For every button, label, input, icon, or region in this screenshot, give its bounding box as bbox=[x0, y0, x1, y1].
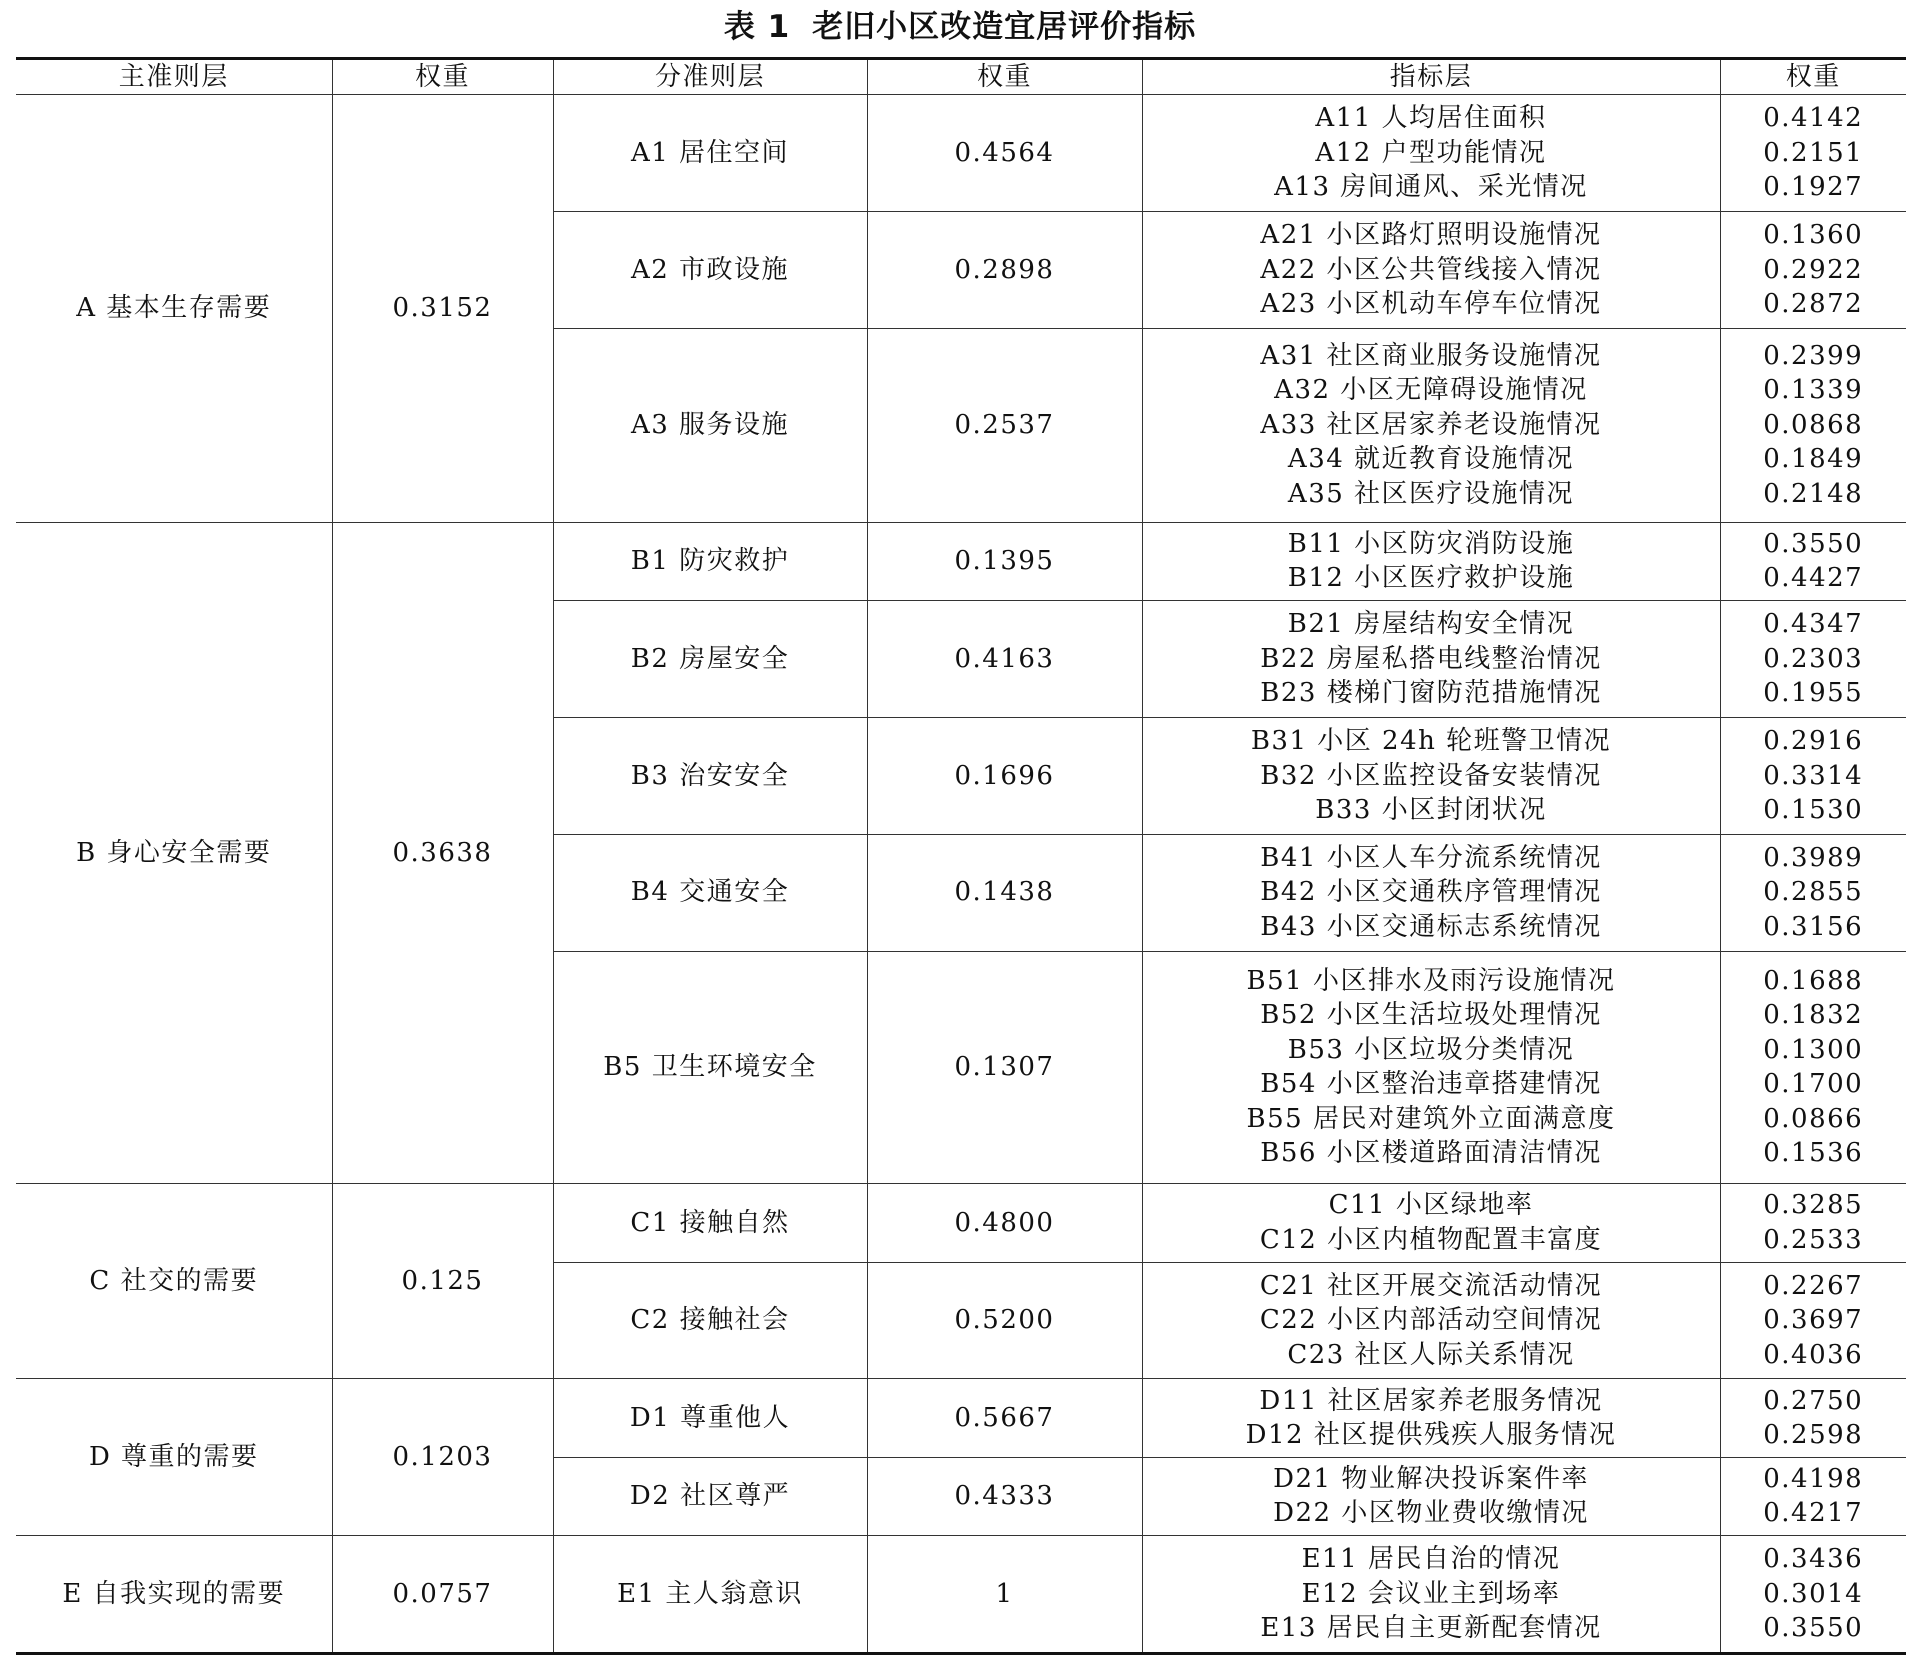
indicator-weight: 0.2533 bbox=[1763, 1224, 1864, 1255]
sub-weight-cell: 0.1438 bbox=[867, 834, 1142, 951]
sub-weight-cell: 0.1395 bbox=[867, 522, 1142, 600]
header-indicator: 指标层 bbox=[1142, 59, 1720, 95]
sub-weight-cell: 1 bbox=[867, 1535, 1142, 1653]
indicator-name: B53 小区垃圾分类情况 bbox=[1287, 1034, 1575, 1065]
indicator-weight: 0.3550 bbox=[1763, 528, 1864, 559]
indicator-weight-cell bbox=[1720, 717, 1906, 834]
indicator-weight: 0.3989 bbox=[1763, 842, 1864, 873]
indicator-weight: 0.2855 bbox=[1763, 877, 1864, 908]
indicator-weight: 0.1955 bbox=[1763, 678, 1864, 709]
sub-criterion-cell: B2 房屋安全 bbox=[553, 601, 867, 718]
indicator-name: C21 社区开展交流活动情况 bbox=[1259, 1270, 1603, 1301]
indicator-cell bbox=[1142, 1184, 1720, 1262]
main-criterion-cell: E 自我实现的需要 bbox=[16, 1535, 332, 1653]
indicator-name: A32 小区无障碍设施情况 bbox=[1274, 375, 1588, 406]
evaluation-index-table bbox=[16, 57, 1906, 1655]
indicator-weight: 0.3314 bbox=[1763, 760, 1864, 791]
sub-weight-cell: 0.4800 bbox=[867, 1184, 1142, 1262]
indicator-name: B43 小区交通标志系统情况 bbox=[1260, 911, 1602, 942]
indicator-weight-cell bbox=[1720, 328, 1906, 522]
indicator-name: E12 会议业主到场率 bbox=[1301, 1578, 1561, 1609]
indicator-weight: 0.4217 bbox=[1763, 1498, 1864, 1529]
indicator-weight-cell bbox=[1720, 601, 1906, 718]
header-indicator-weight: 权重 bbox=[1720, 59, 1906, 95]
sub-criterion-cell: D2 社区尊严 bbox=[553, 1457, 867, 1535]
indicator-name: B21 房屋结构安全情况 bbox=[1287, 609, 1575, 640]
table-header-row bbox=[16, 59, 1906, 95]
indicator-weight: 0.1530 bbox=[1763, 795, 1864, 826]
indicator-name: B12 小区医疗救护设施 bbox=[1287, 563, 1575, 594]
indicator-weight-cell bbox=[1720, 522, 1906, 600]
indicator-weight-cell bbox=[1720, 951, 1906, 1184]
indicator-weight: 0.3697 bbox=[1763, 1305, 1864, 1336]
indicator-weight: 0.2598 bbox=[1763, 1420, 1864, 1450]
indicator-weight: 0.1832 bbox=[1763, 1000, 1864, 1031]
table-caption-label: 表 1 bbox=[723, 9, 791, 45]
indicator-weight: 0.2148 bbox=[1763, 478, 1864, 509]
indicator-weight: 0.3436 bbox=[1763, 1544, 1864, 1575]
table-caption-title: 老旧小区改造宜居评价指标 bbox=[812, 9, 1197, 45]
indicator-weight: 0.2916 bbox=[1763, 726, 1864, 757]
indicator-weight: 0.2303 bbox=[1763, 643, 1864, 674]
sub-weight-cell: 0.4333 bbox=[867, 1457, 1142, 1535]
indicator-name: C12 小区内植物配置丰富度 bbox=[1259, 1224, 1603, 1255]
indicator-cell bbox=[1142, 601, 1720, 718]
indicator-weight: 0.1360 bbox=[1763, 220, 1864, 251]
indicator-weight-cell bbox=[1720, 211, 1906, 328]
sub-criterion-cell: A1 居住空间 bbox=[553, 95, 867, 212]
table-row bbox=[16, 1535, 1906, 1653]
indicator-weight: 0.1700 bbox=[1763, 1069, 1864, 1100]
indicator-cell bbox=[1142, 1457, 1720, 1535]
indicator-name: A13 房间通风、采光情况 bbox=[1274, 172, 1588, 203]
indicator-cell bbox=[1142, 211, 1720, 328]
indicator-name: D11 社区居家养老服务情况 bbox=[1259, 1385, 1603, 1416]
indicator-name: D12 社区提供残疾人服务情况 bbox=[1245, 1420, 1617, 1450]
indicator-weight-cell bbox=[1720, 1184, 1906, 1262]
indicator-cell bbox=[1142, 717, 1720, 834]
indicator-weight: 0.4198 bbox=[1763, 1463, 1864, 1494]
main-weight-cell: 0.0757 bbox=[332, 1535, 553, 1653]
sub-criterion-cell: E1 主人翁意识 bbox=[553, 1535, 867, 1653]
indicator-weight: 0.1300 bbox=[1763, 1034, 1864, 1065]
indicator-weight-cell bbox=[1720, 1262, 1906, 1379]
indicator-weight: 0.2151 bbox=[1763, 137, 1864, 168]
indicator-weight: 0.4347 bbox=[1763, 609, 1864, 640]
indicator-weight: 0.3285 bbox=[1763, 1190, 1864, 1221]
header-sub-weight: 权重 bbox=[867, 59, 1142, 95]
indicator-name: A11 人均居住面积 bbox=[1315, 103, 1547, 134]
indicator-cell bbox=[1142, 328, 1720, 522]
indicator-name: B51 小区排水及雨污设施情况 bbox=[1246, 965, 1616, 996]
indicator-name: B54 小区整治违章搭建情况 bbox=[1260, 1069, 1602, 1100]
indicator-weight: 0.3156 bbox=[1763, 911, 1864, 942]
indicator-name: A34 就近教育设施情况 bbox=[1287, 444, 1575, 475]
indicator-name: C22 小区内部活动空间情况 bbox=[1259, 1305, 1603, 1336]
main-criterion-cell: A 基本生存需要 bbox=[16, 95, 332, 523]
indicator-name: E11 居民自治的情况 bbox=[1301, 1544, 1561, 1575]
sub-weight-cell: 0.4163 bbox=[867, 601, 1142, 718]
sub-criterion-cell: A3 服务设施 bbox=[553, 328, 867, 522]
indicator-name: A12 户型功能情况 bbox=[1315, 137, 1547, 168]
indicator-cell bbox=[1142, 522, 1720, 600]
indicator-name: D22 小区物业费收缴情况 bbox=[1273, 1498, 1589, 1529]
indicator-weight-cell bbox=[1720, 1379, 1906, 1457]
indicator-weight: 0.0868 bbox=[1763, 409, 1864, 440]
indicator-weight: 0.2267 bbox=[1763, 1270, 1864, 1301]
header-sub-criterion: 分准则层 bbox=[553, 59, 867, 95]
indicator-weight: 0.4142 bbox=[1763, 103, 1864, 134]
indicator-weight: 0.3550 bbox=[1763, 1613, 1864, 1644]
header-main-weight: 权重 bbox=[332, 59, 553, 95]
indicator-name: C11 小区绿地率 bbox=[1328, 1190, 1534, 1221]
indicator-name: B11 小区防灾消防设施 bbox=[1287, 528, 1575, 559]
indicator-name: A35 社区医疗设施情况 bbox=[1287, 478, 1575, 509]
sub-criterion-cell: B3 治安安全 bbox=[553, 717, 867, 834]
sub-criterion-cell: A2 市政设施 bbox=[553, 211, 867, 328]
indicator-weight: 0.1536 bbox=[1763, 1138, 1864, 1169]
indicator-name: A21 小区路灯照明设施情况 bbox=[1260, 220, 1602, 251]
indicator-weight: 0.0866 bbox=[1763, 1103, 1864, 1134]
indicator-weight-cell bbox=[1720, 1457, 1906, 1535]
indicator-name: B41 小区人车分流系统情况 bbox=[1260, 842, 1602, 873]
main-criterion-cell: B 身心安全需要 bbox=[16, 522, 332, 1183]
indicator-weight: 0.1339 bbox=[1763, 375, 1864, 406]
indicator-name: B31 小区 24h 轮班警卫情况 bbox=[1250, 726, 1612, 757]
header-main-criterion: 主准则层 bbox=[16, 59, 332, 95]
indicator-cell bbox=[1142, 951, 1720, 1184]
table-row bbox=[16, 522, 1906, 600]
indicator-name: B32 小区监控设备安装情况 bbox=[1260, 760, 1602, 791]
main-criterion-cell: C 社交的需要 bbox=[16, 1184, 332, 1379]
sub-criterion-cell: C1 接触自然 bbox=[553, 1184, 867, 1262]
indicator-name: A23 小区机动车停车位情况 bbox=[1260, 289, 1602, 320]
indicator-name: B42 小区交通秩序管理情况 bbox=[1260, 877, 1602, 908]
sub-criterion-cell: B1 防灾救护 bbox=[553, 522, 867, 600]
indicator-name: B23 楼梯门窗防范措施情况 bbox=[1260, 678, 1602, 709]
sub-weight-cell: 0.2898 bbox=[867, 211, 1142, 328]
indicator-name: E13 居民自主更新配套情况 bbox=[1260, 1613, 1602, 1644]
indicator-weight-cell bbox=[1720, 1535, 1906, 1653]
indicator-name: D21 物业解决投诉案件率 bbox=[1273, 1463, 1589, 1494]
indicator-name: B56 小区楼道路面清洁情况 bbox=[1260, 1138, 1602, 1169]
sub-weight-cell: 0.5667 bbox=[867, 1379, 1142, 1457]
main-weight-cell: 0.125 bbox=[332, 1184, 553, 1379]
indicator-name: A22 小区公共管线接入情况 bbox=[1260, 254, 1602, 285]
table-row bbox=[16, 95, 1906, 212]
main-weight-cell: 0.3152 bbox=[332, 95, 553, 523]
indicator-weight-cell bbox=[1720, 95, 1906, 212]
table-row bbox=[16, 1379, 1906, 1457]
indicator-weight: 0.4427 bbox=[1763, 563, 1864, 594]
sub-criterion-cell: D1 尊重他人 bbox=[553, 1379, 867, 1457]
table-row bbox=[16, 1184, 1906, 1262]
indicator-name: A31 社区商业服务设施情况 bbox=[1260, 340, 1602, 371]
indicator-cell bbox=[1142, 1379, 1720, 1457]
indicator-weight: 0.1688 bbox=[1763, 965, 1864, 996]
indicator-name: C23 社区人际关系情况 bbox=[1287, 1339, 1575, 1370]
indicator-weight: 0.4036 bbox=[1763, 1339, 1864, 1370]
indicator-name: B55 居民对建筑外立面满意度 bbox=[1246, 1103, 1616, 1134]
main-criterion-cell: D 尊重的需要 bbox=[16, 1379, 332, 1536]
indicator-weight: 0.2922 bbox=[1763, 254, 1864, 285]
sub-criterion-cell: B4 交通安全 bbox=[553, 834, 867, 951]
sub-weight-cell: 0.2537 bbox=[867, 328, 1142, 522]
sub-weight-cell: 0.4564 bbox=[867, 95, 1142, 212]
indicator-cell bbox=[1142, 1262, 1720, 1379]
indicator-weight: 0.1849 bbox=[1763, 444, 1864, 475]
indicator-cell bbox=[1142, 95, 1720, 212]
indicator-cell bbox=[1142, 834, 1720, 951]
sub-weight-cell: 0.1307 bbox=[867, 951, 1142, 1184]
indicator-weight: 0.2872 bbox=[1763, 289, 1864, 320]
sub-criterion-cell: B5 卫生环境安全 bbox=[553, 951, 867, 1184]
indicator-weight: 0.2750 bbox=[1763, 1385, 1864, 1416]
main-weight-cell: 0.1203 bbox=[332, 1379, 553, 1536]
table-caption bbox=[0, 4, 1920, 50]
sub-weight-cell: 0.5200 bbox=[867, 1262, 1142, 1379]
table-body bbox=[16, 95, 1906, 1654]
indicator-weight: 0.3014 bbox=[1763, 1578, 1864, 1609]
indicator-name: A33 社区居家养老设施情况 bbox=[1260, 409, 1602, 440]
main-weight-cell: 0.3638 bbox=[332, 522, 553, 1183]
indicator-weight: 0.2399 bbox=[1763, 340, 1864, 371]
indicator-name: B22 房屋私搭电线整治情况 bbox=[1260, 643, 1602, 674]
indicator-weight: 0.1927 bbox=[1763, 172, 1864, 203]
sub-criterion-cell: C2 接触社会 bbox=[553, 1262, 867, 1379]
indicator-name: B52 小区生活垃圾处理情况 bbox=[1260, 1000, 1602, 1031]
indicator-cell bbox=[1142, 1535, 1720, 1653]
indicator-name: B33 小区封闭状况 bbox=[1315, 795, 1547, 826]
indicator-weight-cell bbox=[1720, 834, 1906, 951]
sub-weight-cell: 0.1696 bbox=[867, 717, 1142, 834]
